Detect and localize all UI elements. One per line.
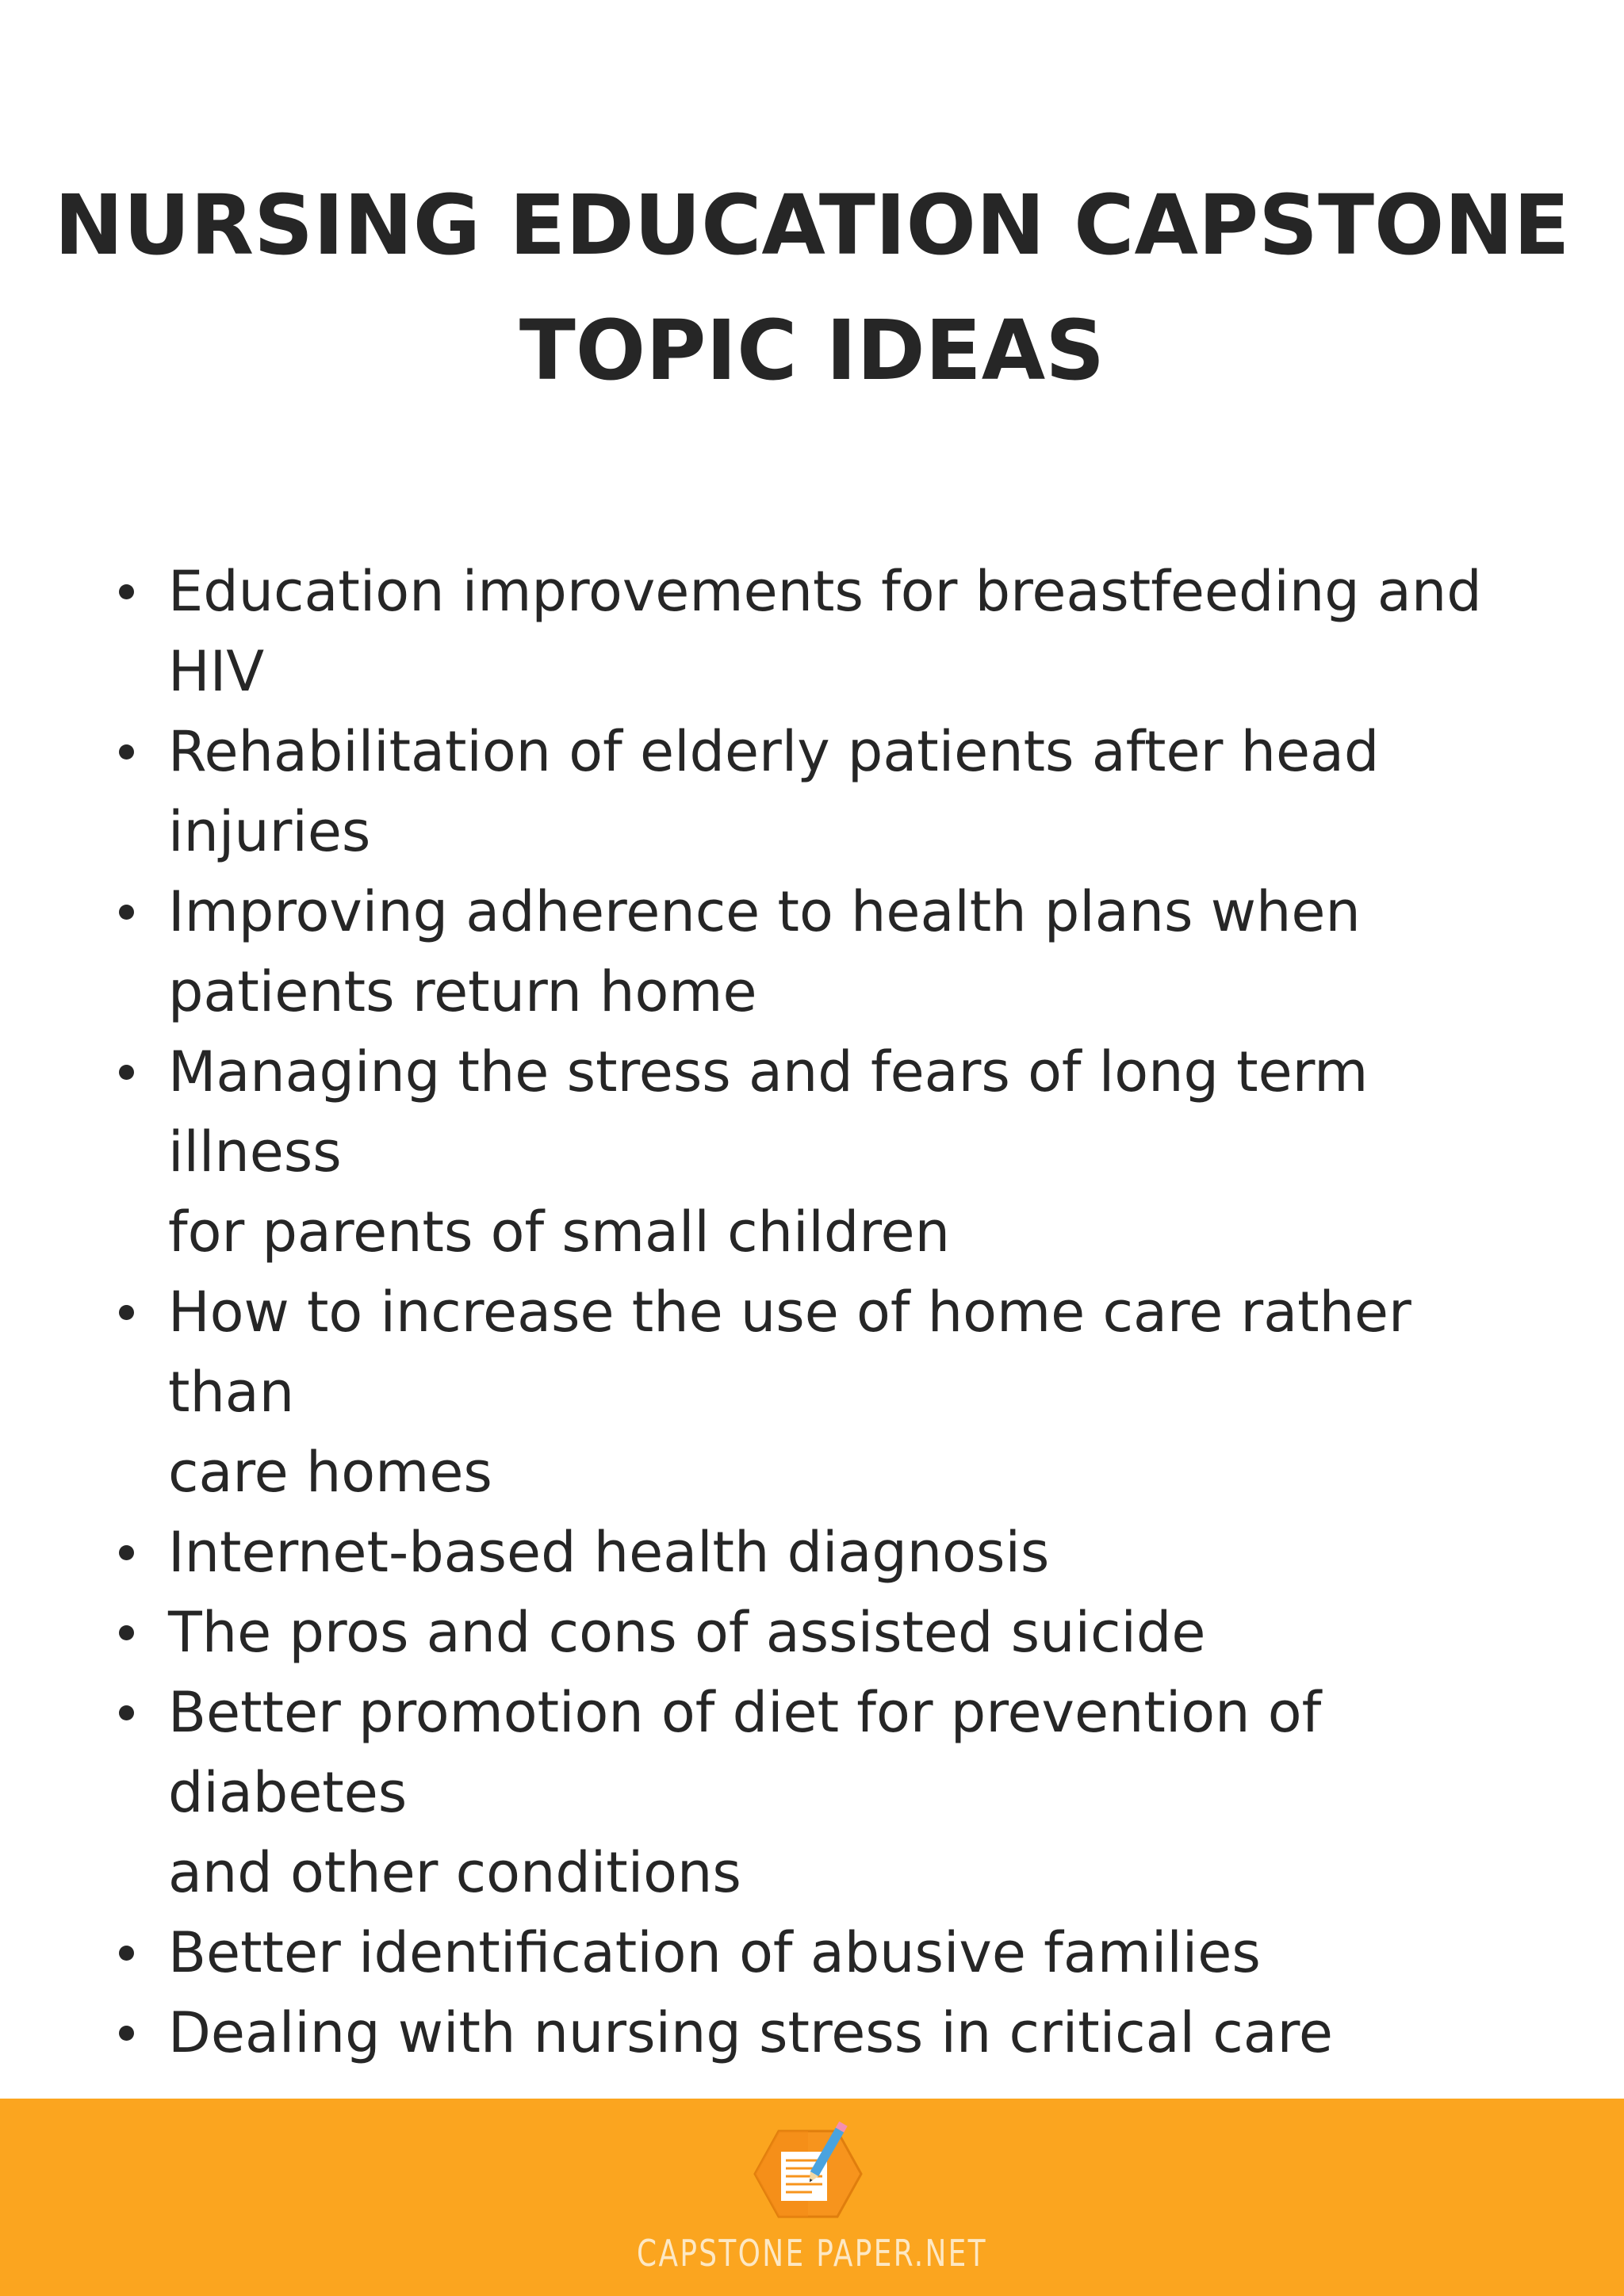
list-item-text-continued: and other conditions (168, 1840, 741, 1905)
list-item-text-continued: patients return home (168, 959, 757, 1024)
list-item-text: Better identification of abusive families (168, 1920, 1261, 1985)
list-item (111, 872, 1538, 1032)
list-item-text: Rehabilitation of elderly patients after head injuries (168, 719, 1380, 864)
list-item (111, 1993, 1538, 2073)
list-item (111, 712, 1538, 872)
list-item (111, 552, 1538, 712)
page-title-line-1: NURSING EDUCATION CAPSTONE (54, 177, 1570, 274)
page-title-line-2: TOPIC IDEAS (519, 302, 1105, 399)
list-item-text: Dealing with nursing stress in critical care (168, 2000, 1333, 2065)
list-item-text: How to increase the use of home care rather than (168, 1280, 1411, 1425)
list-item (111, 1593, 1538, 1673)
list-item (111, 1272, 1538, 1513)
list-item-text: Education improvements for breastfeeding and (168, 559, 1482, 624)
list-item-text: Managing the stress and fears of long term illness (168, 1039, 1369, 1184)
list-item-text: Internet-based health diagnosis (168, 1520, 1050, 1585)
list-item-text: Better promotion of diet for prevention of diabetes (168, 1680, 1322, 1825)
topic-list (111, 552, 1538, 2073)
page-title (0, 163, 1624, 413)
list-item-text-continued: HIV (168, 639, 265, 704)
list-item (111, 1032, 1538, 1272)
list-item (111, 1913, 1538, 1993)
brand-name: CAPSTONE PAPER.NET (637, 2232, 987, 2275)
document-pencil-logo-icon (749, 2101, 868, 2221)
list-item-text-continued: care homes (168, 1440, 492, 1505)
list-item (111, 1513, 1538, 1593)
list-item (111, 1673, 1538, 1913)
list-item-text: Improving adherence to health plans when (168, 879, 1361, 944)
list-item-text: The pros and cons of assisted suicide (168, 1600, 1206, 1665)
list-item-text-continued: for parents of small children (168, 1200, 950, 1265)
